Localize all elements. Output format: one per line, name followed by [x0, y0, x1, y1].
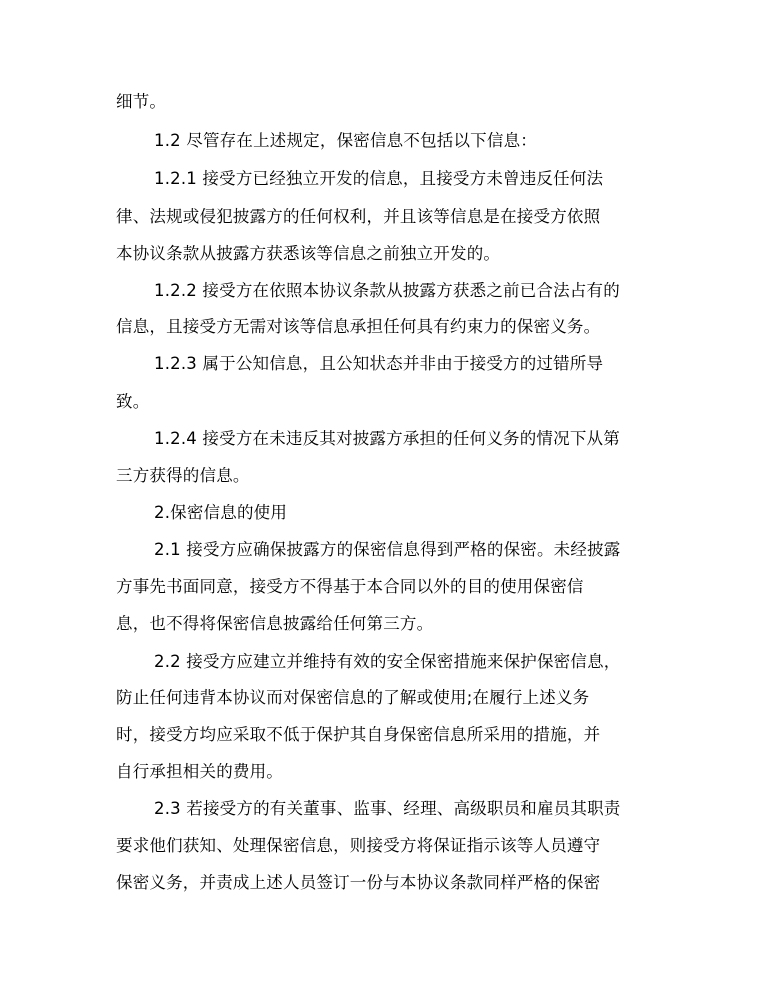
section-2-heading: 2.保密信息的使用 [154, 503, 288, 522]
clause-2-3: 2.3 若接受方的有关董事、监事、经理、高级职员和雇员其职责 [154, 799, 621, 818]
clause-2-2: 2.2 接受方应建立并维持有效的安全保密措施来保护保密信息， [154, 652, 621, 671]
text-line: 律、法规或侵犯披露方的任何权利，并且该等信息是在接受方依照 [116, 207, 601, 226]
clause-1-2-3: 1.2.3 属于公知信息，且公知状态并非由于接受方的过错所导 [154, 354, 604, 373]
text-line: 本协议条款从披露方获悉该等信息之前独立开发的。 [116, 244, 501, 263]
text-line: 时，接受方均应采取不低于保护其自身保密信息所采用的措施，并 [116, 725, 601, 744]
text-line: 息，也不得将保密信息披露给任何第三方。 [116, 614, 434, 633]
text-line: 三方获得的信息。 [116, 466, 250, 485]
text-line: 方事先书面同意，接受方不得基于本合同以外的目的使用保密信 [116, 577, 584, 596]
clause-2-1: 2.1 接受方应确保披露方的保密信息得到严格的保密。未经披露 [154, 540, 621, 559]
clause-1-2-1: 1.2.1 接受方已经独立开发的信息，且接受方未曾违反任何法 [154, 169, 604, 188]
text-line: 细节。 [116, 92, 167, 111]
text-line: 保密义务，并责成上述人员签订一份与本协议条款同样严格的保密 [116, 873, 601, 892]
clause-1-2-2: 1.2.2 接受方在依照本协议条款从披露方获悉之前已合法占有的 [154, 281, 620, 300]
text-line: 信息，且接受方无需对该等信息承担任何具有约束力的保密义务。 [116, 317, 601, 336]
text-line: 自行承担相关的费用。 [116, 762, 283, 781]
text-line: 防止任何违背本协议而对保密信息的了解或使用;在履行上述义务 [116, 688, 590, 707]
clause-1-2: 1.2 尽管存在上述规定，保密信息不包括以下信息： [154, 131, 537, 150]
text-line: 致。 [116, 392, 150, 411]
text-line: 要求他们获知、处理保密信息，则接受方将保证指示该等人员遵守 [116, 836, 601, 855]
clause-1-2-4: 1.2.4 接受方在未违反其对披露方承担的任何义务的情况下从第 [154, 429, 620, 448]
